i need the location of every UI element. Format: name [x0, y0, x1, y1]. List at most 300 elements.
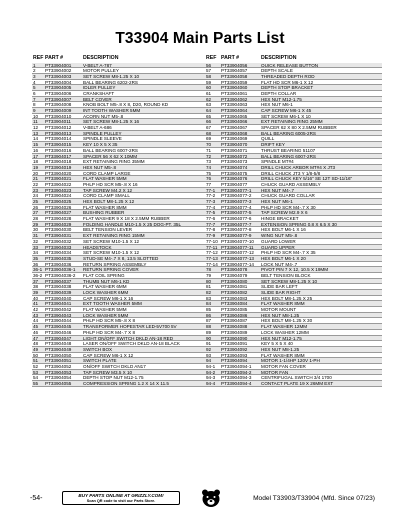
description-cell: BALL BEARING 6005-2RS	[261, 130, 316, 136]
ref-cell: 12	[33, 125, 39, 131]
part-number-cell: PT33904027	[45, 210, 72, 216]
ref-cell: 40	[33, 295, 39, 301]
part-number-cell: PT33904061	[221, 90, 248, 96]
part-number-cell: PT33904067	[221, 125, 248, 131]
description-cell: HEX BOLT M8-1.25 X 30	[261, 318, 313, 324]
ref-cell: 77-10	[206, 238, 218, 244]
description-cell: EXT RETAINING RING 15MM	[83, 233, 145, 238]
page-footer	[30, 488, 375, 512]
part-number-cell: PT33904032	[45, 238, 72, 244]
part-number-cell: PT33904077-14	[221, 261, 254, 267]
part-number-cell: PT33904077-8	[221, 227, 252, 233]
part-number-cell: PT33904015	[45, 142, 72, 148]
table-header	[32, 55, 209, 63]
part-number-cell: PT33904063	[221, 102, 248, 108]
ref-cell: 80	[206, 278, 212, 284]
part-number-cell: PT33904030	[45, 227, 72, 233]
ref-cell: 88	[206, 324, 212, 330]
part-number-cell: PT33904046	[45, 329, 72, 335]
part-number-cell: PT33904019	[45, 164, 72, 170]
part-number-cell: PT33904085	[221, 307, 248, 313]
part-number-cell: PT33904042	[45, 307, 72, 313]
ref-cell: 8	[33, 102, 36, 108]
part-number-cell: PT33904093	[221, 352, 248, 358]
ref-cell: 72	[206, 153, 212, 159]
ref-cell: 9	[33, 108, 36, 113]
part-number-cell: PT33904020	[45, 170, 72, 176]
description-cell: CHUCK GUARD ASSEMBLY	[261, 181, 321, 187]
description-cell: FOLDING HANDLE M10-1.5 X 25 DOG-PT, 35L	[83, 221, 182, 227]
description-cell: HEX NUT M6-1	[261, 102, 293, 107]
ref-cell: 2	[33, 68, 36, 74]
ref-cell: 1	[33, 62, 36, 68]
ref-cell: 77-3	[206, 199, 216, 204]
description-cell: WING NUT M5-.8	[261, 233, 298, 238]
description-cell: HEX BOLT M6-1 X 16	[261, 227, 306, 233]
ref-cell: 94-2	[206, 369, 216, 375]
ref-cell: 94	[206, 358, 212, 364]
description-cell: SPINDLE PULLEY	[83, 130, 122, 136]
ref-cell: 53	[33, 369, 39, 375]
description-cell: STUD-SE M4-.7 X 8, 13.5 SLOTTED	[83, 255, 159, 261]
description-cell: SET SCREW M10-1.5 X 12	[83, 250, 140, 255]
description-cell: CRANKSHAFT	[83, 90, 115, 96]
description-cell: FLAT WASHER 5MM	[83, 307, 127, 312]
ref-cell: 64	[206, 108, 212, 113]
description-cell: MOTOR 1-1/4HP 120V 1-PH	[261, 358, 320, 363]
description-cell: DEPTH STOP BRACKET	[261, 85, 314, 90]
part-number-cell: PT33904077-1	[221, 187, 252, 193]
part-number-cell: PT33904065	[221, 113, 248, 119]
part-number-cell: PT33904068	[221, 130, 248, 136]
description-cell: TRANSFORMER HOPESTAR LED-5V700 5V	[83, 324, 177, 329]
description-cell: EXT RETAINING RING 25MM	[261, 119, 323, 125]
part-number-cell: PT33904039	[45, 290, 72, 295]
description-cell: TAP SCREW M4.2 X 12	[83, 187, 133, 193]
ref-cell: 52	[33, 363, 39, 369]
description-cell: SWITCH PLATE	[83, 358, 117, 363]
description-cell: SWITCH BOX	[83, 346, 113, 352]
description-cell: HINGE BRACKET	[261, 216, 299, 221]
ref-cell: 49	[33, 346, 39, 352]
ref-cell: 77-7	[206, 221, 216, 227]
description-cell: HEX NUT M8-1.25	[261, 312, 300, 318]
ref-cell: 87	[206, 318, 212, 324]
part-number-cell: PT33904033	[45, 244, 72, 250]
description-cell: QUILL	[261, 136, 275, 142]
description-cell: PHLP HD SCR M4-.7 X 30	[261, 204, 316, 210]
ref-cell: 74	[206, 164, 212, 170]
description-cell: DRILL CHUCK JT3 Y 1/8-5/8	[261, 170, 321, 176]
part-number-cell: PT33904062	[221, 96, 248, 102]
description-cell: KNOB BOLT M5-.8 X 8, D20, ROUND KD	[83, 102, 169, 107]
description-cell: INT TOOTH WASHER 5MM	[83, 108, 141, 113]
part-number-cell: PT33904094-1	[221, 363, 252, 369]
part-number-cell: PT33904086	[221, 312, 248, 318]
description-cell: CORD CLAMP LARGE	[83, 170, 131, 176]
part-number-cell: PT33904089	[221, 329, 248, 335]
part-number-cell: PT33904021	[45, 176, 72, 182]
description-cell: BALL BEARING 6202-2RS	[83, 79, 138, 85]
description-cell: THREADED DEPTH ROD	[261, 73, 315, 79]
part-number-cell: PT33904077-7	[221, 221, 252, 227]
part-number-cell: PT33904054	[45, 375, 72, 381]
ref-cell: 14	[33, 136, 39, 142]
ref-cell: 33	[33, 244, 39, 250]
ref-cell: 63	[206, 102, 212, 108]
part-number-cell: PT33904053	[45, 369, 72, 375]
part-number-cell: PT33904036	[45, 261, 72, 267]
ref-cell: 77-2	[206, 193, 216, 199]
ref-cell: 42	[33, 307, 39, 313]
part-number-cell: PT33904024	[45, 193, 72, 199]
description-cell: FLAT WASHER 8MM	[83, 204, 127, 210]
ref-cell: 78	[206, 267, 212, 273]
part-number-cell: PT33904022	[45, 181, 72, 187]
part-number-cell: PT33904018	[45, 159, 72, 165]
ref-cell: 16	[33, 147, 39, 153]
description-cell: FLAT WASHER 8MM	[261, 352, 305, 358]
part-number-cell: PT33904036-2	[45, 272, 76, 278]
part-number-cell: PT33904029	[45, 221, 72, 227]
description-cell: CENTRIFUGAL SWITCH 3/4 1700	[261, 375, 332, 380]
description-cell: LIGHT ON/OFF SWITCH DKLD AN-18 RED	[83, 335, 174, 341]
part-number-cell: PT33904077-9	[221, 233, 252, 239]
description-cell: RETURN SPRING COVER	[83, 267, 139, 272]
description-cell: BALL BEARING 6007-2RS	[261, 153, 316, 159]
part-number-cell: PT33904009	[45, 108, 72, 113]
ref-cell: 30	[33, 227, 39, 233]
ref-cell: 18	[33, 159, 39, 165]
ref-cell: 24	[33, 193, 39, 199]
ref-cell: 57	[206, 68, 212, 74]
description-cell: DEPTH SCALE	[261, 68, 293, 73]
ref-cell: 37	[33, 278, 39, 284]
ref-cell: 90	[206, 335, 212, 341]
description-cell: FLAT WASHER 12MM	[261, 324, 308, 329]
description-cell: THRUST BEARING 51107	[261, 147, 316, 153]
description-cell: CAP SCREW M6-1 X 16	[83, 295, 134, 301]
ref-cell: 26	[33, 204, 39, 210]
description-cell: SET SCREW M6-1 X 10	[261, 113, 311, 119]
part-number-cell: PT33904081	[221, 284, 248, 290]
part-number-cell: PT33904082	[221, 290, 248, 295]
description-cell: COMPRESSION SPRING 1.2 X 14 X 11.5	[83, 381, 169, 386]
ref-cell: 46	[33, 329, 39, 335]
ref-cell: 55	[33, 381, 39, 386]
part-number-cell: PT33904094-2	[221, 369, 252, 375]
part-number-cell: PT33904064	[221, 108, 248, 113]
description-cell: PHLP HD SCR M5-.8 X 8	[83, 318, 135, 324]
part-number-cell: PT33904007	[45, 96, 72, 102]
model-label: Model T33903/T33904 (Mfd. Since 07/23)	[253, 495, 375, 502]
ref-cell: 77-4	[206, 204, 216, 210]
part-number-cell: PT33904006	[45, 90, 72, 96]
description-cell: TAP SCREW M3.5 X 10	[83, 369, 133, 375]
part-number-cell: PT33904011	[45, 119, 71, 125]
description-cell: MOTOR MOUNT	[261, 307, 297, 312]
part-number-cell: PT33904037	[45, 278, 72, 284]
description-cell: KEY 10 X 5 X 35	[83, 142, 118, 147]
header-description: DESCRIPTION	[261, 55, 297, 61]
part-number-cell: PT33904066	[221, 119, 248, 125]
description-cell: LOCK WASHER 6MM	[83, 290, 129, 295]
part-number-cell: PT33904077-4	[221, 204, 252, 210]
ref-cell: 89	[206, 329, 212, 335]
ref-cell: 17	[33, 153, 39, 159]
description-cell: HEX NUT M12-1.75	[261, 96, 302, 102]
ref-cell: 94-3	[206, 375, 216, 381]
ref-cell: 76	[206, 176, 212, 182]
ref-cell: 48	[33, 341, 39, 347]
ref-cell: 36-1	[33, 267, 43, 273]
description-cell: IDLER PULLEY	[83, 85, 116, 90]
part-number-cell: PT33904026	[45, 204, 72, 210]
part-number-cell: PT33904012	[45, 125, 72, 131]
ref-cell: 44	[33, 318, 39, 324]
part-number-cell: PT33904052	[45, 363, 72, 369]
description-cell: SPINDLE MT#4	[261, 159, 294, 164]
ref-cell: 62	[206, 96, 212, 102]
part-number-cell: PT33904094	[221, 358, 248, 364]
ref-cell: 77-11	[206, 244, 218, 250]
part-number-cell: PT33904069	[221, 136, 248, 142]
header-description: DESCRIPTION	[83, 55, 119, 61]
part-number-cell: PT33904051	[45, 358, 72, 364]
part-number-cell: PT33904058	[221, 73, 248, 79]
ref-cell: 36	[33, 261, 39, 267]
part-number-cell: PT33904077-13	[221, 255, 254, 261]
part-number-cell: PT33904091	[221, 341, 248, 347]
part-number-cell: PT33904071	[221, 147, 248, 153]
description-cell: FLAT WASHER 6MM	[83, 284, 127, 289]
part-number-cell: PT33904004	[45, 79, 72, 85]
description-cell: BELT COVER	[83, 96, 112, 102]
part-number-cell: PT33904002	[45, 68, 72, 74]
page-number: -54-	[30, 495, 43, 502]
description-cell: LOCK NUT M4-.7	[261, 261, 298, 267]
description-cell: EXT TOOTH WASHER 5MM	[83, 301, 142, 307]
ref-cell: 58	[206, 73, 212, 79]
description-cell: HEX NUT M12-1.75	[261, 335, 302, 341]
part-number-cell: PT33904077-2	[221, 193, 252, 199]
ref-cell: 85	[206, 307, 212, 313]
ref-cell: 20	[33, 170, 39, 176]
description-cell: SET SCREW M8-1.25 X 10	[83, 73, 140, 79]
description-cell: FLAT COIL SPRING	[83, 272, 125, 278]
ref-cell: 39	[33, 290, 39, 295]
description-cell: GUARD LOWER	[261, 238, 296, 244]
part-number-cell: PT33904070	[221, 142, 248, 148]
ref-cell: 70	[206, 142, 212, 148]
part-number-cell: PT33904047	[45, 335, 72, 341]
description-cell: SPINDLE SLEEVE	[83, 136, 122, 142]
ref-cell: 60	[206, 85, 212, 91]
ref-cell: 86	[206, 312, 212, 318]
ref-cell: 22	[33, 181, 39, 187]
ref-cell: 77	[206, 181, 212, 187]
ref-cell: 28	[33, 216, 39, 222]
ref-cell: 94-4	[206, 381, 216, 386]
ref-cell: 47	[33, 335, 39, 341]
ref-cell: 92	[206, 346, 212, 352]
description-cell: EXTENSION SPRING 0.8 X 6.5 X 30	[261, 221, 337, 227]
part-number-cell: PT33904034	[45, 250, 72, 256]
part-number-cell: PT33904013	[45, 130, 72, 136]
description-cell: EXT RETAINING RING 35MM	[83, 159, 145, 164]
part-number-cell: PT33904017	[45, 153, 72, 159]
ref-cell: 7	[33, 96, 36, 102]
description-cell: SET SCREW M8-1.25 X 10	[261, 278, 318, 284]
ref-cell: 61	[206, 90, 212, 96]
ref-cell: 34	[33, 250, 39, 256]
description-cell: CAP SCREW M6-1 X 12	[83, 352, 134, 358]
ref-cell: 29	[33, 221, 39, 227]
ref-cell: 84	[206, 301, 212, 307]
ref-cell: 4	[33, 79, 36, 85]
part-number-cell: PT33904055	[45, 381, 72, 386]
ref-cell: 65	[206, 113, 212, 119]
ref-cell: 77-14	[206, 261, 218, 267]
part-number-cell: PT33904005	[45, 85, 72, 91]
header-ref: REF	[33, 55, 44, 61]
part-number-cell: PT33904094-4	[221, 381, 252, 386]
part-number-cell: PT33904077-3	[221, 199, 252, 204]
ref-cell: 91	[206, 341, 212, 347]
ref-cell: 69	[206, 136, 212, 142]
part-number-cell: PT33904048	[45, 341, 72, 347]
part-number-cell: PT33904075	[221, 170, 248, 176]
ref-cell: 77-5	[206, 210, 216, 216]
ref-cell: 94-1	[206, 363, 216, 369]
description-cell: SET SCREW M10-1.5 X 12	[83, 238, 140, 244]
ref-cell: 79	[206, 272, 212, 278]
ref-cell: 32	[33, 238, 39, 244]
description-cell: BUSHING RUBBER	[83, 210, 125, 216]
description-cell: LOCK WASHER 5MM	[83, 312, 129, 318]
description-cell: BELT TENSION BLOCK	[261, 272, 311, 278]
part-number-cell: PT33904088	[221, 324, 248, 330]
ref-cell: 59	[206, 79, 212, 85]
part-number-cell: PT33904031	[45, 233, 72, 239]
part-number-cell: PT33904077-11	[221, 244, 254, 250]
description-cell: TAP SCREW M2.9 X 6	[261, 210, 308, 216]
part-number-cell: PT33904083	[221, 295, 248, 301]
description-cell: CORD CLAMP SMALL	[83, 193, 130, 198]
part-number-cell: PT33904036-1	[45, 267, 76, 273]
description-cell: MOTOR FAN COVER	[261, 363, 306, 369]
description-cell: FLAT WASHER 9 X 18 X 2.5MM RUBBER	[83, 216, 170, 221]
ref-cell: 77-6	[206, 216, 216, 222]
part-number-cell: PT33904040	[45, 295, 72, 301]
header-part: PART #	[45, 55, 64, 61]
ref-cell: 77-9	[206, 233, 216, 239]
description-cell: RETURN SPRING ASSEMBLY	[83, 261, 147, 267]
part-number-cell: PT33904038	[45, 284, 72, 290]
description-cell: THUMB NUT M6-1 KD	[83, 278, 130, 284]
table-row	[205, 381, 382, 387]
description-cell: PHLP HD SCR M4-.7 X 35	[261, 250, 316, 255]
description-cell: HEADSTOCK	[83, 244, 112, 250]
part-number-cell: PT33904079	[221, 272, 248, 278]
page-title: T33904 Main Parts List	[115, 30, 285, 47]
part-number-cell: PT33904077-12	[221, 250, 254, 256]
ref-cell: 43	[33, 312, 39, 318]
ref-cell: 54	[33, 375, 39, 381]
ref-cell: 3	[33, 73, 36, 79]
promo-line-1: BUY PARTS ONLINE AT GRIZZLY.COM!	[78, 493, 164, 498]
ref-cell: 67	[206, 125, 212, 131]
ref-cell: 77-13	[206, 255, 218, 261]
ref-cell: 19	[33, 164, 39, 170]
part-number-cell: PT33904023	[45, 187, 72, 193]
ref-cell: 15	[33, 142, 39, 148]
description-cell: QUICK RELEASE BUTTON	[261, 62, 319, 68]
ref-cell: 82	[206, 290, 212, 295]
description-cell: MOTOR FAN	[261, 369, 289, 375]
part-number-cell: PT33904041	[45, 301, 72, 307]
description-cell: DRILL CHUCK KEY 5/16" SE 12T SD-11/16"	[261, 176, 353, 181]
part-number-cell: PT33904016	[45, 147, 72, 153]
part-number-cell: PT33904010	[45, 113, 72, 119]
part-number-cell: PT33904094-3	[221, 375, 252, 381]
ref-cell: 13	[33, 130, 39, 136]
parts-store-banner[interactable]	[62, 491, 180, 505]
part-number-cell: PT33904045	[45, 324, 72, 330]
description-cell: BELT TENSION LEVER	[83, 227, 133, 233]
description-cell: HEX BOLT M8-1.25 X 12	[83, 199, 135, 204]
description-cell: PIVOT PIN 7 X 12, 10.5 X 19MM	[261, 267, 329, 272]
ref-cell: 51	[33, 358, 39, 364]
description-cell: DEPTH STOP NUT M12-1.75	[83, 375, 144, 380]
part-number-cell: PT33904080	[221, 278, 248, 284]
description-cell: HEX NUT M5-.8	[83, 164, 117, 170]
part-number-cell: PT33904060	[221, 85, 248, 91]
part-number-cell: PT33904008	[45, 102, 72, 108]
description-cell: DEPTH COLLAR	[261, 90, 297, 96]
ref-cell: 77-12	[206, 250, 218, 256]
part-number-cell: PT33904073	[221, 159, 248, 165]
description-cell: KEY 5 X 5 X 40	[261, 341, 293, 346]
part-number-cell: PT33904056	[221, 62, 248, 68]
description-cell: DRILL CHUCK ARBOR MT#4 X JT3	[261, 164, 336, 170]
part-number-cell: PT33904077-6	[221, 216, 252, 222]
part-number-cell: PT33904044	[45, 318, 72, 324]
part-number-cell: PT33904084	[221, 301, 248, 307]
ref-cell: 50	[33, 352, 39, 358]
description-cell: BALL BEARING 6007-2RS	[83, 147, 138, 153]
ref-cell: 27	[33, 210, 39, 216]
part-number-cell: PT33904077	[221, 181, 248, 187]
ref-cell: 41	[33, 301, 39, 307]
ref-cell: 83	[206, 295, 212, 301]
part-number-cell: PT33904087	[221, 318, 248, 324]
ref-cell: 68	[206, 130, 212, 136]
ref-cell: 10	[33, 113, 39, 119]
part-number-cell: PT33904072	[221, 153, 248, 159]
part-number-cell: PT33904059	[221, 79, 248, 85]
parts-table-left-body	[32, 63, 209, 387]
part-number-cell: PT33904090	[221, 335, 248, 341]
part-number-cell: PT33904014	[45, 136, 72, 142]
ref-cell: 73	[206, 159, 212, 165]
ref-cell: 11	[33, 119, 38, 125]
ref-cell: 6	[33, 90, 36, 96]
ref-cell: 93	[206, 352, 212, 358]
part-number-cell: PT33904001	[45, 62, 72, 68]
parts-table-left	[32, 55, 209, 387]
promo-line-2: Scan QR code to visit our Parts Store.	[86, 499, 156, 503]
